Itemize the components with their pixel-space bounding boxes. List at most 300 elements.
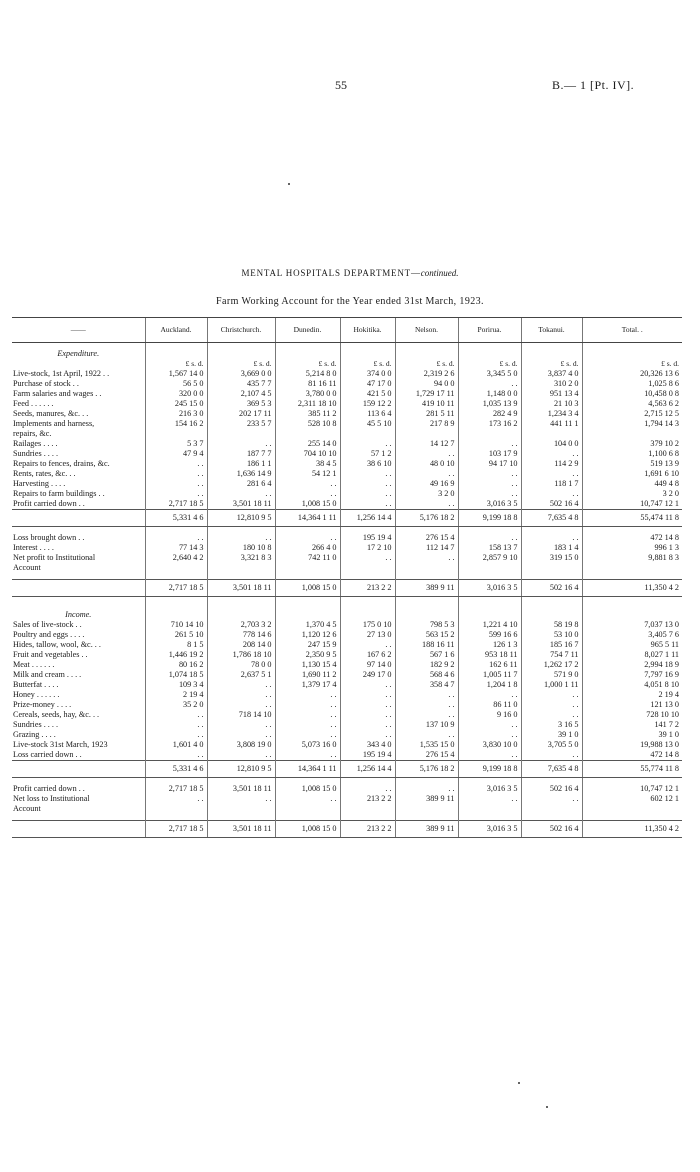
row-label: Repairs to fences, drains, &c. [13, 459, 110, 468]
table-cell: . . [207, 700, 275, 710]
table-cell: 109 3 4 [145, 680, 207, 690]
table-cell: 8,027 1 11 [582, 650, 682, 660]
column-header: Nelson. [395, 318, 458, 343]
table-cell [395, 597, 458, 605]
table-cell: . . [145, 720, 207, 730]
table-cell: . . [340, 499, 395, 510]
table-cell: 5,176 18 2 [395, 510, 458, 527]
table-cell: 3,405 7 6 [582, 630, 682, 640]
table-cell: 113 6 4 [340, 409, 395, 419]
table-row [12, 459, 682, 469]
table-cell: 1,567 14 0 [145, 369, 207, 379]
table-cell [582, 429, 682, 439]
table-cell: 20,326 13 6 [582, 369, 682, 379]
table-cell [207, 804, 275, 814]
table-cell: . . [340, 553, 395, 563]
table-cell: . . [207, 730, 275, 740]
table-cell: 419 10 11 [395, 399, 458, 409]
row-label [12, 821, 145, 838]
table-cell: 7,635 4 8 [521, 761, 582, 778]
table-cell: 1,008 15 0 [275, 784, 340, 794]
column-header: Porirua. [458, 318, 521, 343]
total-row [12, 510, 682, 527]
table-cell: 9,199 18 8 [458, 510, 521, 527]
table-cell: . . [458, 489, 521, 499]
table-cell: 81 16 11 [275, 379, 340, 389]
table-cell: . . [207, 794, 275, 804]
table-cell: 4,051 8 10 [582, 680, 682, 690]
table-cell: 14 12 7 [395, 439, 458, 449]
table-cell: 502 16 4 [521, 821, 582, 838]
table-cell: 571 9 0 [521, 670, 582, 680]
table-cell [458, 804, 521, 814]
table-cell: . . [207, 439, 275, 449]
table-cell: . . [458, 379, 521, 389]
table-cell: . . [395, 710, 458, 720]
table-cell: 255 14 0 [275, 439, 340, 449]
table-cell: 12,810 9 5 [207, 761, 275, 778]
column-header: —— [12, 318, 145, 343]
table-cell [340, 343, 395, 360]
table-cell: 502 16 4 [521, 499, 582, 510]
table-cell: . . [340, 489, 395, 499]
table-cell [275, 804, 340, 814]
table-cell: 3,016 3 5 [458, 821, 521, 838]
table-cell: 1,535 15 0 [395, 740, 458, 750]
table-cell [145, 429, 207, 439]
column-header: Hokitika. [340, 318, 395, 343]
table-cell: . . [521, 469, 582, 479]
table-cell: 10,458 0 8 [582, 389, 682, 399]
page-number: 55 [335, 78, 347, 92]
row-label: Meat . . . . . . [13, 660, 55, 669]
table-cell: 19,988 13 0 [582, 740, 682, 750]
table-cell [145, 604, 207, 620]
table-cell: 2 19 4 [582, 690, 682, 700]
table-cell: . . [395, 690, 458, 700]
row-label: Sales of live-stock . . [13, 620, 82, 629]
table-cell: 5,331 4 6 [145, 510, 207, 527]
table-cell: 162 6 11 [458, 660, 521, 670]
table-cell: 379 10 2 [582, 439, 682, 449]
table-body [12, 343, 682, 838]
table-cell [340, 597, 395, 605]
table-cell [582, 343, 682, 360]
table-cell [395, 343, 458, 360]
table-cell: 519 13 9 [582, 459, 682, 469]
table-cell: 1,035 13 9 [458, 399, 521, 409]
table-cell: 2,640 4 2 [145, 553, 207, 563]
row-label: Interest . . . . [13, 543, 54, 552]
table-cell: . . [340, 710, 395, 720]
table-cell: . . [207, 680, 275, 690]
table-row [12, 379, 682, 389]
table-cell [275, 343, 340, 360]
table-cell: . . [207, 533, 275, 543]
table-row [12, 730, 682, 740]
speck [288, 183, 290, 185]
table-cell [521, 563, 582, 573]
column-header: Christchurch. [207, 318, 275, 343]
table-cell: 114 2 9 [521, 459, 582, 469]
table-cell: . . [145, 459, 207, 469]
table-cell: 3,501 18 11 [207, 580, 275, 597]
row-label: Live-stock 31st March, 1923 [13, 740, 108, 749]
table-cell: . . [458, 533, 521, 543]
table-cell: . . [521, 489, 582, 499]
table-cell: . . [395, 700, 458, 710]
table-cell: . . [395, 784, 458, 794]
table-cell: 369 5 3 [207, 399, 275, 409]
table-cell: . . [395, 553, 458, 563]
table-cell: 38 4 5 [275, 459, 340, 469]
table-cell: 1,100 6 8 [582, 449, 682, 459]
farm-working-account-table [12, 317, 682, 838]
table-cell: 4,563 6 2 [582, 399, 682, 409]
table-cell: . . [145, 750, 207, 761]
table-cell: 2 19 4 [145, 690, 207, 700]
table-cell: . . [207, 690, 275, 700]
table-cell: 86 11 0 [458, 700, 521, 710]
table-cell: £ s. d. [275, 359, 340, 369]
table-cell: 141 7 2 [582, 720, 682, 730]
speck [546, 1106, 548, 1108]
table-cell [340, 429, 395, 439]
table-cell: 261 5 10 [145, 630, 207, 640]
table-cell: 39 1 0 [582, 730, 682, 740]
table-cell: . . [458, 720, 521, 730]
table-cell: 180 10 8 [207, 543, 275, 553]
row-label: Net profit to Institutional [13, 553, 96, 562]
table-cell: 14,364 1 11 [275, 761, 340, 778]
table-row [12, 399, 682, 409]
table-cell: 568 4 6 [395, 670, 458, 680]
table-cell [275, 563, 340, 573]
row-label: Rents, rates, &c. . . [13, 469, 76, 478]
table-cell: 173 16 2 [458, 419, 521, 429]
table-cell [395, 604, 458, 620]
table-cell [207, 429, 275, 439]
table-row [12, 563, 682, 573]
table-cell: 247 15 9 [275, 640, 340, 650]
table-row [12, 670, 682, 680]
table-cell: 996 1 3 [582, 543, 682, 553]
row-label: Loss carried down . . [13, 750, 82, 759]
table-cell: 126 1 3 [458, 640, 521, 650]
row-label: Fruit and vegetables . . [13, 650, 88, 659]
table-cell: . . [145, 730, 207, 740]
table-cell [458, 563, 521, 573]
section-heading: Expenditure. [57, 349, 100, 358]
table-cell: 8 1 5 [145, 640, 207, 650]
table-cell: 186 1 1 [207, 459, 275, 469]
table-row [12, 750, 682, 761]
row-label: Milk and cream . . . . [13, 670, 82, 679]
table-cell: 183 1 4 [521, 543, 582, 553]
table-cell: 718 14 10 [207, 710, 275, 720]
table-cell: 563 15 2 [395, 630, 458, 640]
table-cell: . . [458, 794, 521, 804]
table-cell: 1,120 12 6 [275, 630, 340, 640]
table-cell: 320 0 0 [145, 389, 207, 399]
table-cell: 182 9 2 [395, 660, 458, 670]
table-cell: 2,994 18 9 [582, 660, 682, 670]
table-cell: 5,073 16 0 [275, 740, 340, 750]
table-cell: 599 16 6 [458, 630, 521, 640]
table-row [12, 784, 682, 794]
table-cell: . . [340, 469, 395, 479]
section-heading-row [12, 343, 682, 360]
table-cell: 217 8 9 [395, 419, 458, 429]
table-cell: 1,008 15 0 [275, 821, 340, 838]
table-cell: . . [521, 449, 582, 459]
table-cell: 187 7 7 [207, 449, 275, 459]
table-cell: 1,370 4 5 [275, 620, 340, 630]
table-cell: 441 11 1 [521, 419, 582, 429]
table-row [12, 620, 682, 630]
table-cell: . . [458, 730, 521, 740]
table-cell: 78 0 0 [207, 660, 275, 670]
table-cell: 602 12 1 [582, 794, 682, 804]
table-cell: 175 0 10 [340, 620, 395, 630]
row-label [12, 510, 145, 527]
table-cell: 21 10 3 [521, 399, 582, 409]
table-cell: 48 0 10 [395, 459, 458, 469]
table-cell: 2,717 18 5 [145, 784, 207, 794]
table-cell: 3,501 18 11 [207, 784, 275, 794]
table-cell: 1,446 19 2 [145, 650, 207, 660]
table-cell: . . [145, 479, 207, 489]
table-cell: 5 3 7 [145, 439, 207, 449]
table-cell: 27 13 0 [340, 630, 395, 640]
table-cell: 343 4 0 [340, 740, 395, 750]
table-cell: 310 2 0 [521, 379, 582, 389]
row-label: Poultry and eggs . . . . [13, 630, 85, 639]
table-cell: 3 2 0 [395, 489, 458, 499]
row-label: Repairs to farm buildings . . [13, 489, 105, 498]
table-cell: 2,717 18 5 [145, 580, 207, 597]
table-cell: 55,474 11 8 [582, 510, 682, 527]
currency-row [12, 359, 682, 369]
row-label: Sundries . . . . [13, 449, 59, 458]
table-row [12, 553, 682, 563]
table-cell [275, 597, 340, 605]
table-cell: 10,747 12 1 [582, 499, 682, 510]
table-cell: 374 0 0 [340, 369, 395, 379]
table-cell: . . [458, 479, 521, 489]
table-cell: 728 10 10 [582, 710, 682, 720]
table-row [12, 499, 682, 510]
table-row [12, 660, 682, 670]
table-cell: . . [207, 720, 275, 730]
table-cell: £ s. d. [521, 359, 582, 369]
table-cell: 167 6 2 [340, 650, 395, 660]
table-cell: 281 5 11 [395, 409, 458, 419]
table-cell: 3,669 0 0 [207, 369, 275, 379]
row-label: Honey . . . . . . [13, 690, 60, 699]
total-row [12, 761, 682, 778]
table-cell: 3,501 18 11 [207, 499, 275, 510]
table-cell: 80 16 2 [145, 660, 207, 670]
table-cell [458, 604, 521, 620]
table-cell: . . [275, 533, 340, 543]
table-cell: 798 5 3 [395, 620, 458, 630]
table-cell: 10,747 12 1 [582, 784, 682, 794]
table-row [12, 419, 682, 429]
table-row [12, 794, 682, 804]
table-cell: 39 1 0 [521, 730, 582, 740]
table-row [12, 720, 682, 730]
table-cell: 3,808 19 0 [207, 740, 275, 750]
table-cell: . . [395, 730, 458, 740]
table-cell: 319 15 0 [521, 553, 582, 563]
table-cell: £ s. d. [145, 359, 207, 369]
table-cell [521, 597, 582, 605]
table-cell: 188 16 11 [395, 640, 458, 650]
table-cell: . . [275, 730, 340, 740]
row-label: Account [13, 804, 41, 813]
table-row [12, 630, 682, 640]
table-cell: . . [521, 700, 582, 710]
row-label: Seeds, manures, &c. . . [13, 409, 89, 418]
table-cell: 1,636 14 9 [207, 469, 275, 479]
table-cell: . . [458, 439, 521, 449]
table-cell: . . [275, 794, 340, 804]
table-cell: . . [275, 489, 340, 499]
table-cell: 14,364 1 11 [275, 510, 340, 527]
table-cell: 472 14 8 [582, 533, 682, 543]
table-cell: 421 5 0 [340, 389, 395, 399]
column-header-row [12, 318, 682, 343]
department-name: MENTAL HOSPITALS DEPARTMENT— [241, 268, 421, 278]
table-cell [275, 429, 340, 439]
table-cell: 5,214 8 0 [275, 369, 340, 379]
table-cell: . . [145, 489, 207, 499]
table-cell: 3,780 0 0 [275, 389, 340, 399]
table-cell: 195 19 4 [340, 533, 395, 543]
section-heading: Income. [65, 610, 92, 619]
table-cell: 358 4 7 [395, 680, 458, 690]
table-cell: 1,256 14 4 [340, 510, 395, 527]
table-cell: 5,176 18 2 [395, 761, 458, 778]
table-cell: 1,691 6 10 [582, 469, 682, 479]
table-cell: 1,130 15 4 [275, 660, 340, 670]
table-row [12, 680, 682, 690]
table-cell [145, 597, 207, 605]
table-cell: 282 4 9 [458, 409, 521, 419]
table-cell: 213 2 2 [340, 794, 395, 804]
table-cell: . . [395, 499, 458, 510]
table-cell: . . [458, 469, 521, 479]
table-cell: 528 10 8 [275, 419, 340, 429]
table-cell: 1,690 11 2 [275, 670, 340, 680]
speck [518, 1082, 520, 1084]
table-cell: 951 13 4 [521, 389, 582, 399]
table-cell: 55,774 11 8 [582, 761, 682, 778]
table-row [12, 740, 682, 750]
table-cell: 710 14 10 [145, 620, 207, 630]
table-cell: 2,311 18 10 [275, 399, 340, 409]
table-cell: . . [145, 469, 207, 479]
table-row [12, 543, 682, 553]
table-cell: £ s. d. [340, 359, 395, 369]
table-cell: . . [207, 489, 275, 499]
total-row [12, 821, 682, 838]
table-cell [145, 343, 207, 360]
table-cell: 11,350 4 2 [582, 580, 682, 597]
department-suffix: continued. [420, 268, 459, 278]
table-cell: 2,717 18 5 [145, 821, 207, 838]
table-cell: 249 17 0 [340, 670, 395, 680]
row-label: Harvesting . . . . [13, 479, 66, 488]
account-title: Farm Working Account for the Year ended 31st March, 1923. [216, 296, 484, 307]
table-cell: 389 9 11 [395, 580, 458, 597]
section-heading-row [12, 604, 682, 620]
table-cell: 202 17 11 [207, 409, 275, 419]
table-cell: 12,810 9 5 [207, 510, 275, 527]
table-cell: 1,234 3 4 [521, 409, 582, 419]
table-cell: 2,717 18 5 [145, 499, 207, 510]
row-label: Railages . . . . [13, 439, 58, 448]
table-cell: 185 16 7 [521, 640, 582, 650]
table-cell: 502 16 4 [521, 580, 582, 597]
table-row [12, 369, 682, 379]
table-cell: 154 16 2 [145, 419, 207, 429]
row-label: Implements and harness, [13, 419, 95, 428]
table-cell: . . [458, 690, 521, 700]
table-cell: 58 19 8 [521, 620, 582, 630]
table-cell: . . [521, 750, 582, 761]
table-cell: 389 9 11 [395, 821, 458, 838]
table-cell: 2,637 5 1 [207, 670, 275, 680]
table-cell: 1,204 1 8 [458, 680, 521, 690]
column-header: Auckland. [145, 318, 207, 343]
table-cell: 1,379 17 4 [275, 680, 340, 690]
table-cell: 704 10 10 [275, 449, 340, 459]
department-title [0, 268, 700, 278]
table-cell: . . [340, 479, 395, 489]
table-cell [395, 429, 458, 439]
table-row [12, 389, 682, 399]
row-label: Cereals, seeds, hay, &c. . . [13, 710, 100, 719]
table-row [12, 429, 682, 439]
table-cell [340, 604, 395, 620]
column-header: Total. . [582, 318, 682, 343]
table-cell: . . [275, 710, 340, 720]
table-cell: 56 5 0 [145, 379, 207, 389]
row-label: Loss brought down . . [13, 533, 85, 542]
table-row [12, 690, 682, 700]
table-cell: 3,321 8 3 [207, 553, 275, 563]
table-cell: 435 7 7 [207, 379, 275, 389]
row-label: Live-stock, 1st April, 1922 . . [13, 369, 110, 378]
table-cell: . . [395, 469, 458, 479]
table-cell [207, 597, 275, 605]
table-row [12, 489, 682, 499]
table-cell [521, 429, 582, 439]
table-cell [582, 604, 682, 620]
row-label: Purchase of stock . . [13, 379, 79, 388]
table-cell: 213 2 2 [340, 821, 395, 838]
row-label: Profit carried down . . [13, 499, 85, 508]
table-cell: . . [145, 710, 207, 720]
table-cell: 233 5 7 [207, 419, 275, 429]
table-cell: 137 10 9 [395, 720, 458, 730]
table-cell: 213 2 2 [340, 580, 395, 597]
row-label: Farm salaries and wages . . [13, 389, 102, 398]
table-cell [458, 597, 521, 605]
table-cell: 94 0 0 [395, 379, 458, 389]
